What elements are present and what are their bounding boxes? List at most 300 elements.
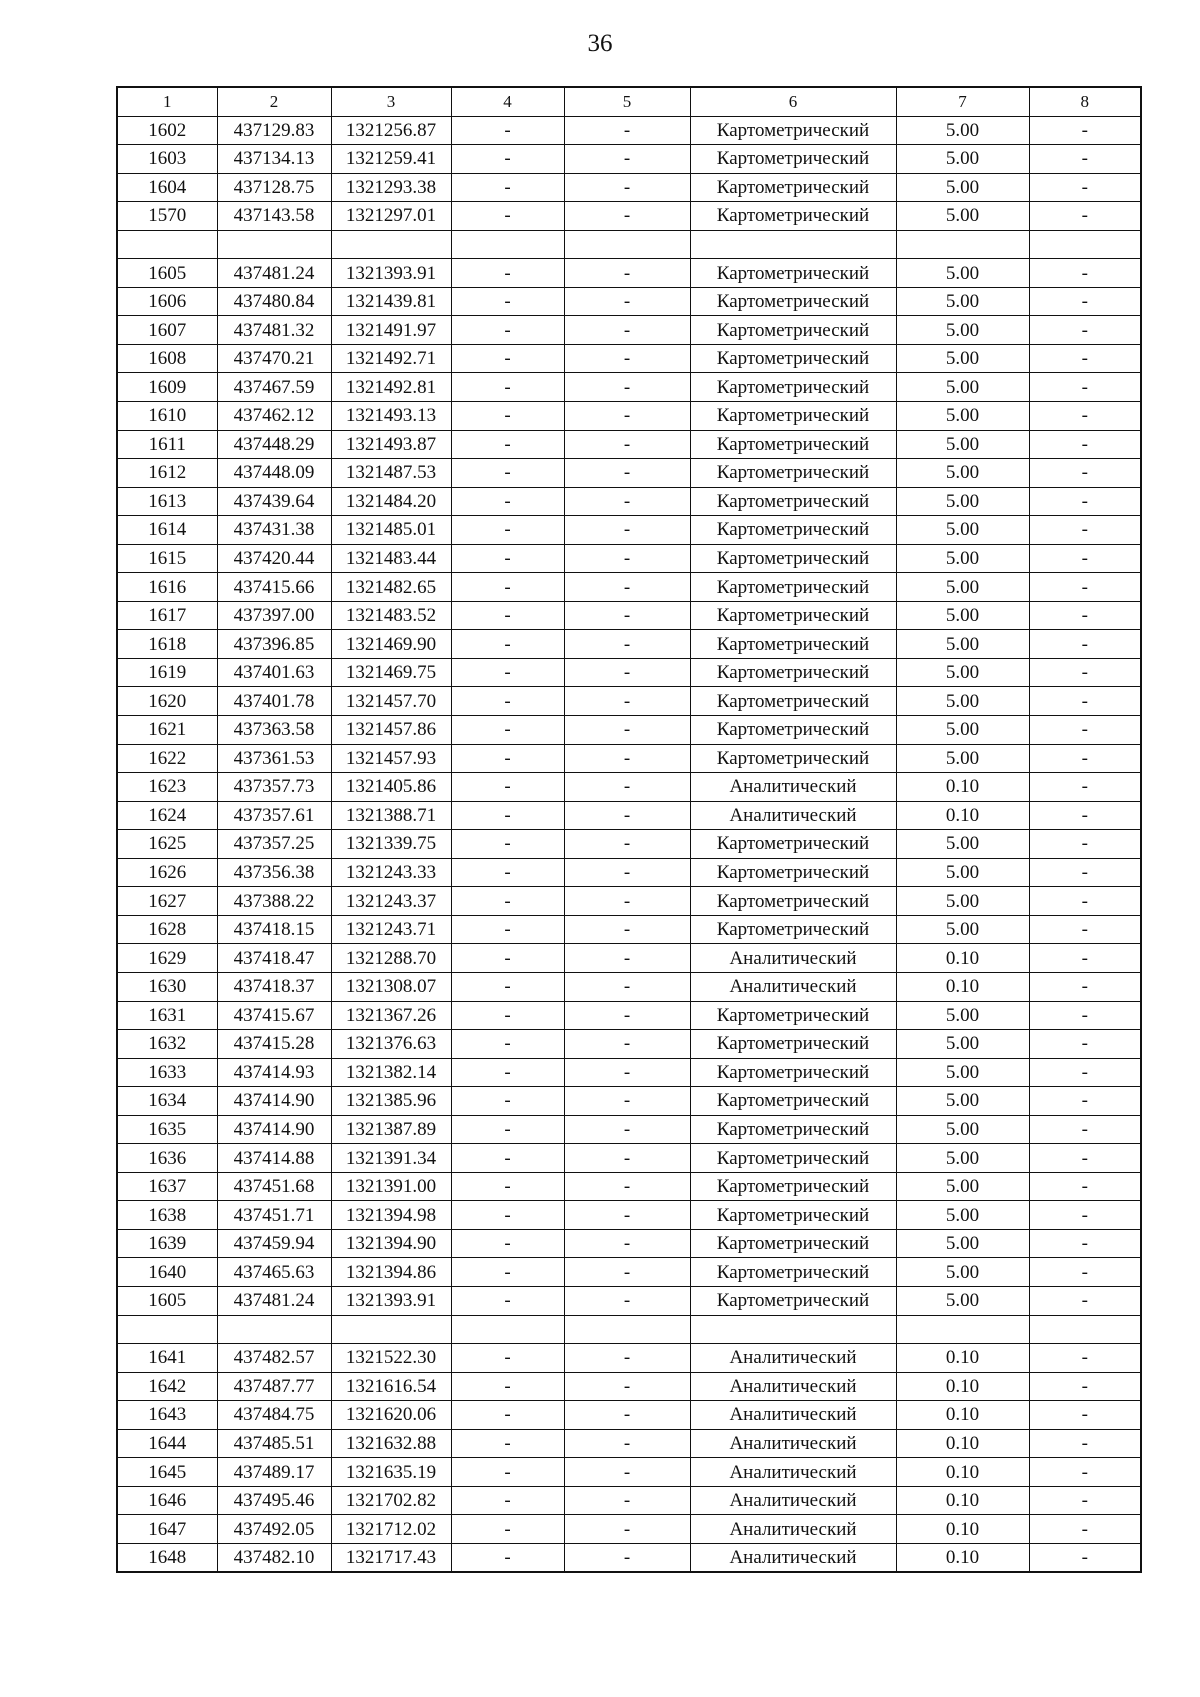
- table-cell: Картометрический: [690, 1001, 896, 1030]
- table-cell: -: [1029, 1458, 1141, 1487]
- table-cell: 437143.58: [217, 202, 331, 231]
- table-cell: -: [1029, 1258, 1141, 1287]
- table-cell: -: [1029, 1429, 1141, 1458]
- table-cell: [690, 1315, 896, 1344]
- table-cell: [1029, 1315, 1141, 1344]
- table-cell: 1321469.75: [331, 658, 451, 687]
- table-row: [117, 1543, 1141, 1572]
- table-cell: 437484.75: [217, 1401, 331, 1430]
- table-cell: 1644: [117, 1429, 217, 1458]
- table-cell: -: [451, 1458, 564, 1487]
- table-row: [117, 1315, 1141, 1344]
- table-cell: 1321376.63: [331, 1030, 451, 1059]
- table-cell: 1625: [117, 830, 217, 859]
- table-cell: -: [1029, 744, 1141, 773]
- table-row: [117, 1401, 1141, 1430]
- table-cell: 1321522.30: [331, 1344, 451, 1373]
- table-header-row: [117, 87, 1141, 116]
- table-cell: 1606: [117, 287, 217, 316]
- table-cell: -: [564, 1286, 690, 1315]
- table-cell: 1627: [117, 887, 217, 916]
- table-cell: -: [564, 1344, 690, 1373]
- table-cell: 437439.64: [217, 487, 331, 516]
- table-row: [117, 1515, 1141, 1544]
- table-cell: 1622: [117, 744, 217, 773]
- table-cell: 437415.28: [217, 1030, 331, 1059]
- table-cell: Картометрический: [690, 1286, 896, 1315]
- table-cell: Картометрический: [690, 1258, 896, 1287]
- table-cell: 5.00: [896, 630, 1029, 659]
- table-cell: 437482.57: [217, 1344, 331, 1373]
- table-cell: -: [564, 316, 690, 345]
- table-cell: -: [564, 459, 690, 488]
- table-cell: -: [564, 402, 690, 431]
- table-cell: -: [451, 858, 564, 887]
- table-cell: 437415.67: [217, 1001, 331, 1030]
- table-cell: -: [1029, 658, 1141, 687]
- table-row: [117, 1001, 1141, 1030]
- table-cell: 1640: [117, 1258, 217, 1287]
- table-cell: 5.00: [896, 487, 1029, 516]
- table-cell: 437448.09: [217, 459, 331, 488]
- table-cell: 1321457.93: [331, 744, 451, 773]
- table-cell: -: [564, 830, 690, 859]
- table-cell: [896, 1315, 1029, 1344]
- table-cell: -: [451, 116, 564, 145]
- table-cell: 1646: [117, 1486, 217, 1515]
- table-cell: 1321620.06: [331, 1401, 451, 1430]
- table-cell: Картометрический: [690, 344, 896, 373]
- table-cell: 5.00: [896, 1030, 1029, 1059]
- table-row: [117, 230, 1141, 259]
- table-cell: -: [564, 744, 690, 773]
- table-cell: 1321256.87: [331, 116, 451, 145]
- table-cell: 1321493.87: [331, 430, 451, 459]
- table-cell: -: [451, 630, 564, 659]
- column-header: 7: [896, 87, 1029, 116]
- table-cell: -: [1029, 373, 1141, 402]
- table-cell: 5.00: [896, 858, 1029, 887]
- table-cell: 1619: [117, 658, 217, 687]
- table-cell: 5.00: [896, 1286, 1029, 1315]
- table-cell: -: [451, 830, 564, 859]
- table-cell: 1648: [117, 1543, 217, 1572]
- table-cell: -: [1029, 630, 1141, 659]
- table-cell: 1321339.75: [331, 830, 451, 859]
- table-cell: -: [564, 287, 690, 316]
- table-cell: -: [1029, 544, 1141, 573]
- table-cell: -: [451, 687, 564, 716]
- column-header: 4: [451, 87, 564, 116]
- table-cell: 5.00: [896, 1258, 1029, 1287]
- table-cell: [331, 1315, 451, 1344]
- table-row: [117, 1030, 1141, 1059]
- table-row: [117, 716, 1141, 745]
- table-cell: 437492.05: [217, 1515, 331, 1544]
- table-cell: 1321393.91: [331, 259, 451, 288]
- table-cell: -: [564, 601, 690, 630]
- table-cell: 437357.73: [217, 773, 331, 802]
- table-cell: 1634: [117, 1087, 217, 1116]
- table-row: [117, 487, 1141, 516]
- table-cell: -: [564, 887, 690, 916]
- table-cell: Аналитический: [690, 1543, 896, 1572]
- table-cell: -: [564, 1087, 690, 1116]
- table-cell: 437414.90: [217, 1115, 331, 1144]
- table-cell: -: [451, 915, 564, 944]
- table-cell: -: [451, 544, 564, 573]
- table-cell: 437448.29: [217, 430, 331, 459]
- table-cell: -: [451, 658, 564, 687]
- table-cell: -: [564, 1144, 690, 1173]
- table-cell: Картометрический: [690, 316, 896, 345]
- table-cell: -: [564, 1201, 690, 1230]
- table-cell: 1611: [117, 430, 217, 459]
- table-cell: -: [451, 1515, 564, 1544]
- table-cell: Картометрический: [690, 744, 896, 773]
- table-cell: Аналитический: [690, 972, 896, 1001]
- table-cell: -: [1029, 287, 1141, 316]
- table-cell: 437357.61: [217, 801, 331, 830]
- table-cell: 437431.38: [217, 516, 331, 545]
- table-row: [117, 544, 1141, 573]
- table-cell: Картометрический: [690, 1201, 896, 1230]
- table-cell: 5.00: [896, 1001, 1029, 1030]
- table-row: [117, 145, 1141, 174]
- table-cell: -: [451, 287, 564, 316]
- table-cell: -: [564, 1258, 690, 1287]
- table-cell: -: [564, 801, 690, 830]
- table-cell: -: [1029, 1201, 1141, 1230]
- table-row: [117, 1372, 1141, 1401]
- table-cell: [331, 230, 451, 259]
- table-cell: [451, 230, 564, 259]
- table-cell: -: [451, 459, 564, 488]
- table-cell: [896, 230, 1029, 259]
- table-cell: Аналитический: [690, 1458, 896, 1487]
- table-cell: 1321394.98: [331, 1201, 451, 1230]
- table-cell: 437414.88: [217, 1144, 331, 1173]
- table-cell: 5.00: [896, 716, 1029, 745]
- table-cell: Картометрический: [690, 687, 896, 716]
- table-row: [117, 1286, 1141, 1315]
- table-cell: 437480.84: [217, 287, 331, 316]
- table-cell: 1321491.97: [331, 316, 451, 345]
- table-row: [117, 344, 1141, 373]
- table-cell: 1570: [117, 202, 217, 231]
- table-cell: 5.00: [896, 259, 1029, 288]
- table-cell: 1607: [117, 316, 217, 345]
- table-cell: 1321388.71: [331, 801, 451, 830]
- table-cell: 437485.51: [217, 1429, 331, 1458]
- table-cell: -: [451, 516, 564, 545]
- table-cell: -: [451, 1401, 564, 1430]
- table-cell: 437128.75: [217, 173, 331, 202]
- table-cell: 1321712.02: [331, 1515, 451, 1544]
- table-cell: [117, 1315, 217, 1344]
- table-cell: -: [564, 658, 690, 687]
- table-cell: 5.00: [896, 887, 1029, 916]
- table-cell: 437418.47: [217, 944, 331, 973]
- table-cell: 5.00: [896, 402, 1029, 431]
- table-cell: 1636: [117, 1144, 217, 1173]
- table-cell: 1602: [117, 116, 217, 145]
- table-cell: -: [451, 1286, 564, 1315]
- table-cell: [451, 1315, 564, 1344]
- table-cell: 1609: [117, 373, 217, 402]
- table-row: [117, 687, 1141, 716]
- table-cell: -: [1029, 344, 1141, 373]
- table-cell: 1321632.88: [331, 1429, 451, 1458]
- table-cell: -: [451, 1258, 564, 1287]
- table-cell: Картометрический: [690, 373, 896, 402]
- table-cell: Аналитический: [690, 773, 896, 802]
- table-cell: 437418.15: [217, 915, 331, 944]
- table-cell: 1615: [117, 544, 217, 573]
- table-cell: -: [451, 1087, 564, 1116]
- table-cell: Картометрический: [690, 402, 896, 431]
- table-cell: -: [451, 972, 564, 1001]
- table-cell: -: [1029, 858, 1141, 887]
- table-cell: -: [564, 373, 690, 402]
- page-number: 36: [587, 30, 613, 57]
- table-cell: 5.00: [896, 544, 1029, 573]
- table-cell: -: [451, 1172, 564, 1201]
- table-cell: 1321405.86: [331, 773, 451, 802]
- table-cell: 5.00: [896, 459, 1029, 488]
- table-cell: 1321385.96: [331, 1087, 451, 1116]
- table-cell: -: [564, 1229, 690, 1258]
- table-cell: -: [451, 887, 564, 916]
- table-cell: 1321457.86: [331, 716, 451, 745]
- table-row: [117, 1087, 1141, 1116]
- table-cell: 5.00: [896, 1058, 1029, 1087]
- column-header: 5: [564, 87, 690, 116]
- table-cell: 437467.59: [217, 373, 331, 402]
- table-cell: 1608: [117, 344, 217, 373]
- table-cell: [217, 230, 331, 259]
- table-cell: Картометрический: [690, 259, 896, 288]
- table-cell: -: [1029, 173, 1141, 202]
- table-row: [117, 316, 1141, 345]
- table-cell: 1614: [117, 516, 217, 545]
- table-cell: -: [1029, 716, 1141, 745]
- table-row: [117, 116, 1141, 145]
- table-cell: 5.00: [896, 915, 1029, 944]
- table-cell: 1604: [117, 173, 217, 202]
- table-cell: Аналитический: [690, 801, 896, 830]
- table-cell: -: [564, 915, 690, 944]
- table-cell: -: [1029, 573, 1141, 602]
- table-cell: 1617: [117, 601, 217, 630]
- table-cell: -: [1029, 202, 1141, 231]
- table-cell: -: [451, 1344, 564, 1373]
- table-cell: 5.00: [896, 658, 1029, 687]
- table-cell: -: [451, 373, 564, 402]
- table-cell: 1642: [117, 1372, 217, 1401]
- table-cell: -: [1029, 516, 1141, 545]
- table-cell: 5.00: [896, 116, 1029, 145]
- table-cell: -: [564, 430, 690, 459]
- table-cell: 1321457.70: [331, 687, 451, 716]
- table-cell: 1321393.91: [331, 1286, 451, 1315]
- table-row: [117, 1115, 1141, 1144]
- table-cell: -: [1029, 1001, 1141, 1030]
- table-cell: [690, 230, 896, 259]
- table-cell: Картометрический: [690, 573, 896, 602]
- table-row: [117, 1344, 1141, 1373]
- table-cell: Аналитический: [690, 1486, 896, 1515]
- table-cell: 1321492.71: [331, 344, 451, 373]
- table-cell: 1628: [117, 915, 217, 944]
- table-row: [117, 1201, 1141, 1230]
- table-row: [117, 516, 1141, 545]
- table-cell: 5.00: [896, 173, 1029, 202]
- table-cell: 1623: [117, 773, 217, 802]
- table-cell: -: [1029, 487, 1141, 516]
- table-cell: -: [1029, 915, 1141, 944]
- table-cell: -: [564, 1543, 690, 1572]
- table-cell: -: [564, 716, 690, 745]
- table-cell: -: [1029, 145, 1141, 174]
- table-cell: 437459.94: [217, 1229, 331, 1258]
- table-cell: -: [564, 1515, 690, 1544]
- table-cell: -: [564, 1372, 690, 1401]
- table-cell: Аналитический: [690, 1401, 896, 1430]
- table-cell: 1321259.41: [331, 145, 451, 174]
- table-cell: -: [451, 1144, 564, 1173]
- table-row: [117, 373, 1141, 402]
- table-cell: 1605: [117, 1286, 217, 1315]
- table-cell: -: [564, 173, 690, 202]
- table-cell: 437414.90: [217, 1087, 331, 1116]
- table-cell: 1321308.07: [331, 972, 451, 1001]
- table-cell: 437414.93: [217, 1058, 331, 1087]
- table-cell: Картометрический: [690, 287, 896, 316]
- table-row: [117, 1258, 1141, 1287]
- table-cell: 1618: [117, 630, 217, 659]
- table-cell: 1637: [117, 1172, 217, 1201]
- table-cell: -: [1029, 430, 1141, 459]
- table-row: [117, 658, 1141, 687]
- table-cell: 1321391.34: [331, 1144, 451, 1173]
- table-row: [117, 202, 1141, 231]
- table-cell: -: [451, 1543, 564, 1572]
- table-cell: 0.10: [896, 801, 1029, 830]
- table-cell: 5.00: [896, 744, 1029, 773]
- table-cell: -: [1029, 316, 1141, 345]
- table-cell: -: [564, 259, 690, 288]
- table-cell: 5.00: [896, 516, 1029, 545]
- table-cell: 5.00: [896, 145, 1029, 174]
- table-cell: 1612: [117, 459, 217, 488]
- table-cell: 5.00: [896, 373, 1029, 402]
- table-cell: -: [451, 944, 564, 973]
- table-cell: -: [1029, 1344, 1141, 1373]
- table-cell: Картометрический: [690, 716, 896, 745]
- table-cell: -: [564, 202, 690, 231]
- table-cell: Картометрический: [690, 658, 896, 687]
- table-cell: 1626: [117, 858, 217, 887]
- table-cell: 0.10: [896, 1429, 1029, 1458]
- table-cell: 1605: [117, 259, 217, 288]
- table-cell: Аналитический: [690, 944, 896, 973]
- table-cell: 1639: [117, 1229, 217, 1258]
- table-row: [117, 430, 1141, 459]
- table-cell: 1321391.00: [331, 1172, 451, 1201]
- table-cell: -: [1029, 1115, 1141, 1144]
- table-cell: -: [564, 1058, 690, 1087]
- table-cell: 437401.63: [217, 658, 331, 687]
- table-cell: 437481.24: [217, 259, 331, 288]
- table-cell: [564, 230, 690, 259]
- table-cell: 437129.83: [217, 116, 331, 145]
- table-cell: 1321293.38: [331, 173, 451, 202]
- table-cell: -: [451, 573, 564, 602]
- table-cell: 1643: [117, 1401, 217, 1430]
- column-header: 3: [331, 87, 451, 116]
- table-cell: -: [1029, 1229, 1141, 1258]
- table-cell: -: [451, 259, 564, 288]
- table-cell: Картометрический: [690, 544, 896, 573]
- table-cell: 1610: [117, 402, 217, 431]
- table-row: [117, 173, 1141, 202]
- table-cell: 1321484.20: [331, 487, 451, 516]
- table-cell: Аналитический: [690, 1372, 896, 1401]
- table-cell: 1321469.90: [331, 630, 451, 659]
- table-cell: Картометрический: [690, 173, 896, 202]
- table-cell: 437401.78: [217, 687, 331, 716]
- table-cell: -: [451, 1229, 564, 1258]
- table-cell: Картометрический: [690, 887, 896, 916]
- table-cell: 1647: [117, 1515, 217, 1544]
- table-cell: 437397.00: [217, 601, 331, 630]
- table-cell: Картометрический: [690, 516, 896, 545]
- table-cell: -: [1029, 687, 1141, 716]
- table-cell: -: [1029, 1058, 1141, 1087]
- table-cell: -: [564, 1030, 690, 1059]
- table-cell: -: [564, 1458, 690, 1487]
- table-cell: 1635: [117, 1115, 217, 1144]
- table-cell: -: [451, 1115, 564, 1144]
- table-cell: 1321483.44: [331, 544, 451, 573]
- table-cell: 5.00: [896, 202, 1029, 231]
- table-cell: -: [564, 1115, 690, 1144]
- table-cell: 1321382.14: [331, 1058, 451, 1087]
- table-cell: 1321367.26: [331, 1001, 451, 1030]
- table-cell: -: [564, 573, 690, 602]
- table-cell: -: [1029, 1543, 1141, 1572]
- table-cell: -: [451, 1001, 564, 1030]
- table-cell: -: [451, 145, 564, 174]
- table-cell: 1321243.71: [331, 915, 451, 944]
- table-cell: 437470.21: [217, 344, 331, 373]
- table-cell: 1321439.81: [331, 287, 451, 316]
- table-cell: Картометрический: [690, 459, 896, 488]
- table-cell: 437396.85: [217, 630, 331, 659]
- table-cell: -: [564, 145, 690, 174]
- column-header: 6: [690, 87, 896, 116]
- table-cell: -: [1029, 1087, 1141, 1116]
- table-cell: 437465.63: [217, 1258, 331, 1287]
- table-cell: -: [1029, 1172, 1141, 1201]
- table-cell: 5.00: [896, 573, 1029, 602]
- table-cell: -: [1029, 459, 1141, 488]
- table-cell: Картометрический: [690, 1172, 896, 1201]
- table-cell: -: [451, 430, 564, 459]
- table-cell: Аналитический: [690, 1344, 896, 1373]
- table-cell: 437487.77: [217, 1372, 331, 1401]
